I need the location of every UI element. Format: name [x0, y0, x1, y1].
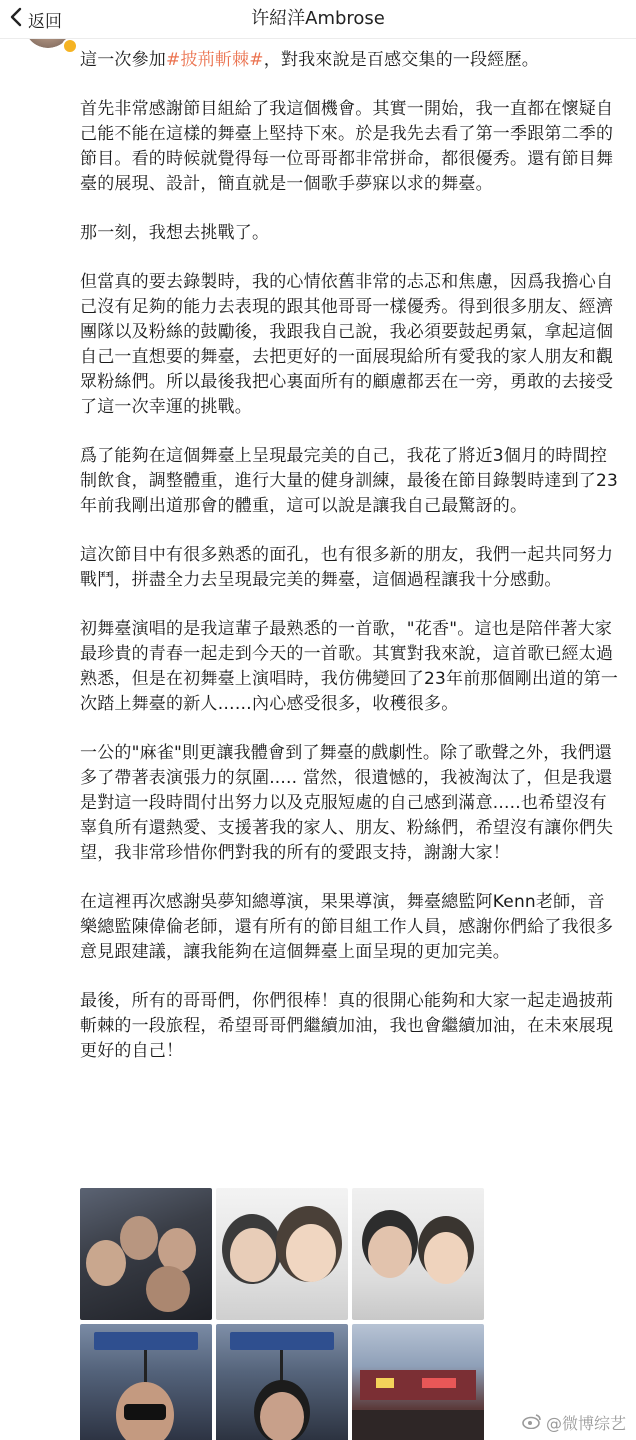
photo-thumbnail-duo-selfie[interactable] [216, 1188, 348, 1320]
top-nav-bar [0, 0, 636, 39]
watermark-text: @微博综艺 [545, 1414, 626, 1433]
post-paragraph: 首先非常感謝節目組給了我這個機會。其實一開始，我一直都在懷疑自己能不能在這樣的舞臺上堅持下來。於是我先去看了第一季跟第二季的節目。看的時候就覺得每一位哥哥都非常拼命，都很優秀。還有節目舞臺的展現、設計，簡直就是一個歌手夢寐以求的舞臺。 [80, 99, 614, 194]
photo-thumbnail-street-night[interactable] [216, 1324, 348, 1440]
post-paragraph: 這次節目中有很多熟悉的面孔，也有很多新的朋友，我們一起共同努力戰鬥，拼盡全力去呈現最完美的舞臺，這個過程讓我十分感動。 [80, 545, 614, 590]
verified-badge-icon [62, 38, 78, 54]
topic-hashtag-link[interactable]: #披荊斬棘# [166, 50, 264, 70]
page-title: 许紹洋Ambrose [251, 8, 385, 29]
post-paragraph: 那一刻，我想去挑戰了。 [80, 223, 270, 243]
photo-thumbnail-street-sign[interactable] [80, 1324, 212, 1440]
photo-thumbnail-city-street[interactable] [352, 1324, 484, 1440]
weibo-logo-icon [522, 1413, 542, 1433]
weibo-watermark [522, 1411, 626, 1434]
post-paragraph: 爲了能夠在這個舞臺上呈現最完美的自己，我花了將近3個月的時間控制飲食，調整體重，進行大量的健身訓練，最後在節目錄製時達到了23年前我剛出道那會的體重，這可以說是讓我自己最驚訝的。 [80, 446, 619, 516]
post-text: ，對我來說是百感交集的一段經歷。 [263, 50, 539, 70]
post-text: 這一次參加 [80, 50, 166, 70]
photo-thumbnail-group-selfie[interactable] [80, 1188, 212, 1320]
post-paragraph: 一公的"麻雀"則更讓我體會到了舞臺的戲劇性。除了歌聲之外，我們還多了帶著表演張力的氛圍..... 當然，很遺憾的，我被淘汰了，但是我還是對這一段時間付出努力以及克服短處的自己感到滿意.....也希望沒有辜負所有還熱愛、支援著我的家人、朋友、粉絲們，希望沒有讓你們失望，我非常珍惜你們對我的所有的愛跟支持，謝謝大家！ [80, 743, 614, 863]
post-paragraph: 初舞臺演唱的是我這輩子最熟悉的一首歌，"花香"。這也是陪伴著大家最珍貴的青春一起走到今天的一首歌。其實對我來說，這首歌已經太過熟悉，但是在初舞臺上演唱時，我仿佛變回了23年前那個剛出道的第一次踏上舞臺的新人……內心感受很多，收穫很多。 [80, 619, 619, 714]
photo-thumbnail-duo-pose[interactable] [352, 1188, 484, 1320]
post-body [80, 48, 620, 1088]
post-paragraph: 在這裡再次感謝吳夢知總導演，果果導演，舞臺總監阿Kenn老師，音樂總監陳偉倫老師，還有所有的節目組工作人員，感謝你們給了我很多意見跟建議，讓我能夠在這個舞臺上面呈現的更加完美。 [80, 892, 614, 962]
back-label: 返回 [28, 11, 62, 32]
post-paragraph: 最後，所有的哥哥們，你們很棒！真的很開心能夠和大家一起走過披荊斬棘的一段旅程，希望哥哥們繼續加油，我也會繼續加油，在未來展現更好的自己！ [80, 991, 614, 1061]
post-paragraph: 但當真的要去錄製時，我的心情依舊非常的忐忑和焦慮，因爲我擔心自己沒有足夠的能力去表現的跟其他哥哥一樣優秀。得到很多朋友、經濟團隊以及粉絲的鼓勵後，我跟我自己說，我必須要鼓起勇氣，拿起這個自己一直想要的舞臺，去把更好的一面展現給所有愛我的家人朋友和觀眾粉絲們。所以最後我把心裏面所有的顧慮都丟在一旁，勇敢的去接受了這一次幸運的挑戰。 [80, 272, 614, 417]
post-paragraph [80, 48, 620, 73]
